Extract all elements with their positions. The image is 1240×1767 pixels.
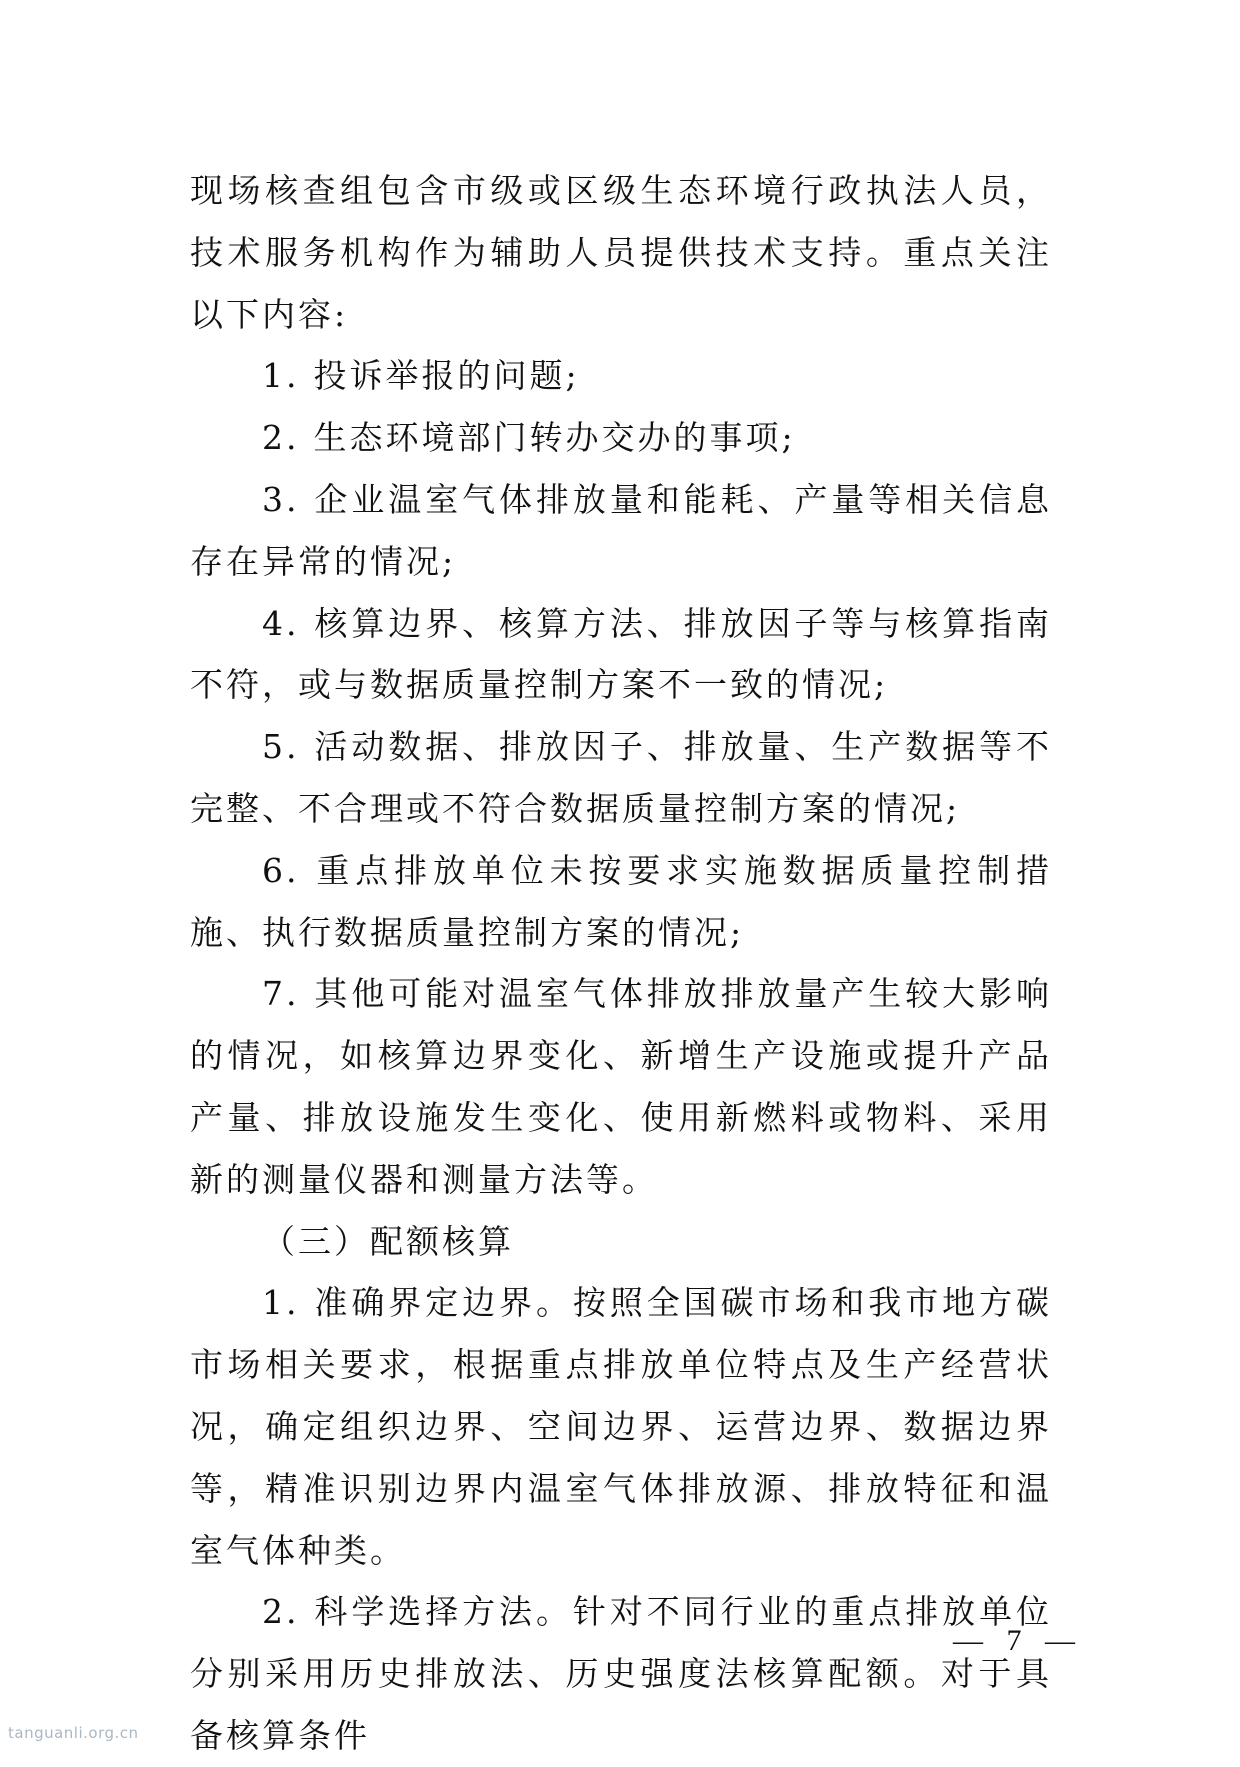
- section-item-2: [190, 1581, 1052, 1766]
- item-text: 重点排放单位未按要求实施数据质量控制措施、执行数据质量控制方案的情况;: [190, 850, 1052, 952]
- focus-item-2: [190, 407, 1052, 469]
- item-number: 1.: [262, 356, 300, 396]
- page-number: — 7 —: [953, 1624, 1083, 1657]
- item-number: 6.: [262, 850, 300, 890]
- intro-paragraph: 现场核查组包含市级或区级生态环境行政执法人员，技术服务机构作为辅助人员提供技术支持。重点关注以下内容:: [190, 171, 1052, 334]
- focus-item-5: [190, 716, 1052, 840]
- item-text: 投诉举报的问题;: [313, 356, 580, 396]
- item-number: 7.: [262, 974, 300, 1014]
- item-text: 生态环境部门转办交办的事项;: [313, 418, 796, 458]
- item-text: 核算边界、核算方法、排放因子等与核算指南不符，或与数据质量控制方案不一致的情况;: [190, 603, 1052, 705]
- item-text: 科学选择方法。针对不同行业的重点排放单位分别采用历史排放法、历史强度法核算配额。对于具备核算条件: [190, 1592, 1052, 1755]
- focus-item-7: [190, 963, 1052, 1210]
- item-number: 4.: [262, 603, 300, 643]
- item-number: 3.: [262, 479, 300, 519]
- item-number: 1.: [262, 1283, 300, 1323]
- item-text: 准确界定边界。按照全国碳市场和我市地方碳市场相关要求，根据重点排放单位特点及生产经营状况，确定组织边界、空间边界、运营边界、数据边界等，精准识别边界内温室气体排放源、排放特征和温室气体种类。: [190, 1283, 1052, 1570]
- item-number: 2.: [262, 418, 300, 458]
- item-number: 5.: [262, 727, 300, 767]
- focus-item-6: [190, 840, 1052, 964]
- focus-item-3: [190, 469, 1052, 593]
- section-heading: （三）配额核算: [262, 1221, 514, 1261]
- watermark: tanguanli.org.cn: [8, 1724, 139, 1742]
- item-text: 企业温室气体排放量和能耗、产量等相关信息存在异常的情况;: [190, 479, 1052, 581]
- item-text: 其他可能对温室气体排放排放量产生较大影响的情况，如核算边界变化、新增生产设施或提升产品产量、排放设施发生变化、使用新燃料或物料、采用新的测量仪器和测量方法等。: [190, 974, 1052, 1199]
- item-number: 2.: [262, 1592, 300, 1632]
- item-text: 活动数据、排放因子、排放量、生产数据等不完整、不合理或不符合数据质量控制方案的情况;: [190, 727, 1052, 828]
- document-body: [190, 160, 1052, 1767]
- section-item-1: [190, 1272, 1052, 1581]
- focus-item-4: [190, 593, 1052, 717]
- focus-item-1: [190, 345, 1052, 407]
